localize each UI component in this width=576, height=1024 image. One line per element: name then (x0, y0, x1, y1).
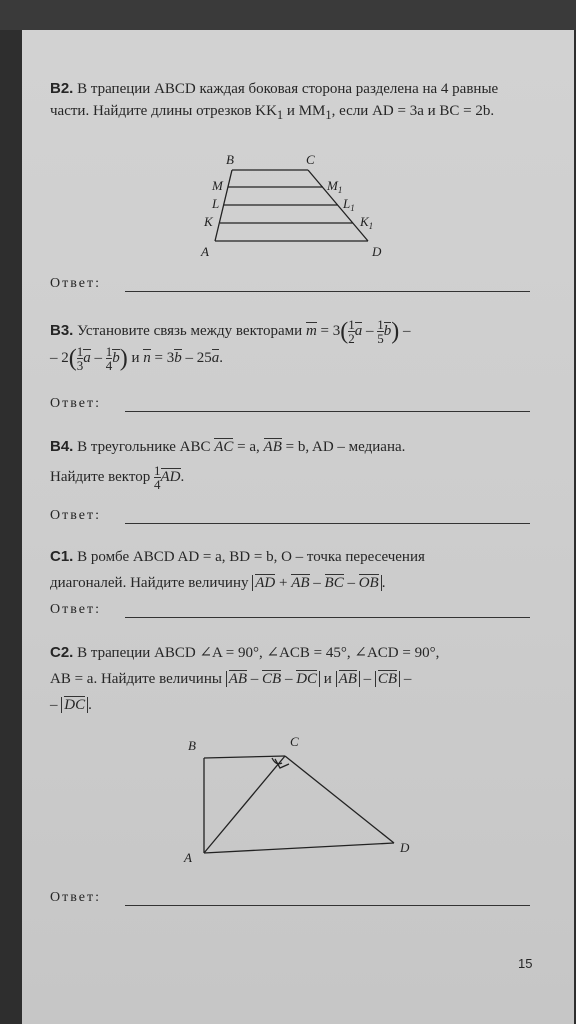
answer-label: Ответ: (50, 508, 101, 523)
eq: = 3 (320, 323, 341, 339)
task-code: C1. (50, 548, 74, 565)
vector-a: a (354, 323, 363, 339)
task-c1: C1. В ромбе ABCD AD = a, BD = b, O – точка пересечения диагоналей. Найдите величину AD + AB – BC – OB . (50, 548, 425, 591)
answer-line-b2[interactable] (50, 276, 530, 296)
label-l: L (212, 196, 220, 211)
label-c: C (290, 734, 299, 749)
label-d: D (400, 840, 410, 855)
answer-label: Ответ: (50, 276, 101, 291)
c2-trapezoid-figure (180, 730, 420, 870)
eq: = 3 (154, 350, 175, 367)
answer-line-c1[interactable] (50, 602, 530, 622)
answer-line-b4[interactable] (50, 508, 530, 528)
task-text: В трапеции ABCD ∠A = 90°, ∠ACB = 45°, ∠ACD = 90°, (77, 645, 440, 661)
subscript: 1 (276, 108, 284, 122)
label-b: B (226, 152, 234, 167)
vector-b: b (174, 350, 182, 367)
fraction: $\frac{1}{5}$ (377, 317, 384, 347)
vector-ad: AD (160, 469, 181, 485)
vector-ac: AC (214, 439, 234, 455)
label-l1: $L_1$ (343, 196, 355, 213)
task-b4: B4. В треугольнике ABC AC = a, AB = b, AD – медиана. Найдите вектор $\frac{1}{4}$ AD. (50, 438, 406, 493)
vector-m: m (305, 323, 317, 339)
fraction: $\frac{1}{3}$ (76, 344, 84, 374)
vector-ab: AB (263, 439, 282, 455)
task-b3: B3. Установите связь между векторами m = 3( $\frac{1}{2}$ a – $\frac{1}{5}$ b) – – 2( $\frac{1}{3}$ a – $\frac{1}{4}$ b) и n = 3b – 25a. (50, 317, 411, 374)
magnitude-expr: AD + AB – BC – OB (252, 575, 381, 591)
fraction: $\frac{1}{4}$ (154, 463, 161, 493)
task-text: AB = a. Найдите величины (50, 671, 222, 687)
task-text: В трапеции ABCD каждая боковая сторона разделена на 4 равные части. Найдите длины отрезков KK (50, 81, 499, 119)
label-d: D (372, 244, 382, 259)
page-number: 15 (518, 956, 533, 971)
task-text: диагоналей. Найдите величину (50, 575, 249, 591)
answer-line-b3[interactable] (50, 396, 530, 416)
conj: и (131, 350, 140, 367)
answer-label: Ответ: (50, 396, 101, 411)
trapezoid-figure (190, 150, 400, 265)
task-code: B2. (50, 80, 74, 97)
vector-n: n (143, 350, 151, 367)
task-code: B4. (50, 438, 74, 455)
magnitude-expr: AB – CB – DC (226, 671, 320, 687)
vector-a: a (83, 350, 91, 367)
paren: ( (68, 345, 77, 372)
task-b2 (50, 78, 540, 126)
task-code: C2. (50, 644, 74, 661)
paren: ( (340, 318, 349, 345)
fraction: $\frac{1}{4}$ (105, 344, 113, 374)
answer-line-c2[interactable] (50, 890, 530, 910)
label-b: B (188, 738, 196, 753)
answer-label: Ответ: (50, 890, 101, 905)
fraction: $\frac{1}{2}$ (348, 317, 355, 347)
label-k: K (204, 214, 213, 229)
coef: – 25 (185, 350, 212, 367)
conj: и (323, 671, 332, 687)
coef: – 2 (50, 350, 69, 367)
vector-b: b (383, 323, 392, 339)
dark-border (0, 0, 576, 30)
task-c2: C2. В трапеции ABCD ∠A = 90°, ∠ACB = 45°, ∠ACD = 90°, AB = a. Найдите величины AB – CB – DC и AB – CB – – DC . (50, 644, 440, 713)
paren: ) (391, 318, 400, 345)
label-m1: $M_1$ (327, 178, 343, 195)
task-text-and: и MM (283, 103, 326, 119)
label-m: M (212, 178, 223, 193)
task-text-tail: , если AD = 3a и BC = 2b. (331, 103, 495, 119)
vector-a: a (211, 350, 220, 367)
task-text: В треугольнике ABC (77, 439, 211, 455)
eq: = a, (237, 439, 260, 455)
label-a: A (201, 244, 209, 259)
magnitude-cb: CB (375, 671, 400, 687)
task-code: B3. (50, 322, 74, 339)
task-text: В ромбе ABCD AD = a, BD = b, O – точка пересечения (77, 549, 425, 565)
magnitude-ab: AB (336, 671, 360, 687)
eq: = b, AD – медиана. (285, 439, 406, 455)
magnitude-dc: DC (61, 697, 88, 713)
subscript: 1 (325, 108, 332, 122)
label-k1: $K_1$ (360, 214, 374, 231)
label-a: A (184, 850, 192, 865)
task-text: Найдите вектор (50, 469, 151, 485)
label-c: C (306, 152, 315, 167)
task-text: Установите связь между векторами (77, 323, 303, 339)
vector-b: b (112, 350, 120, 367)
answer-label: Ответ: (50, 602, 101, 617)
paren: ) (119, 345, 128, 372)
